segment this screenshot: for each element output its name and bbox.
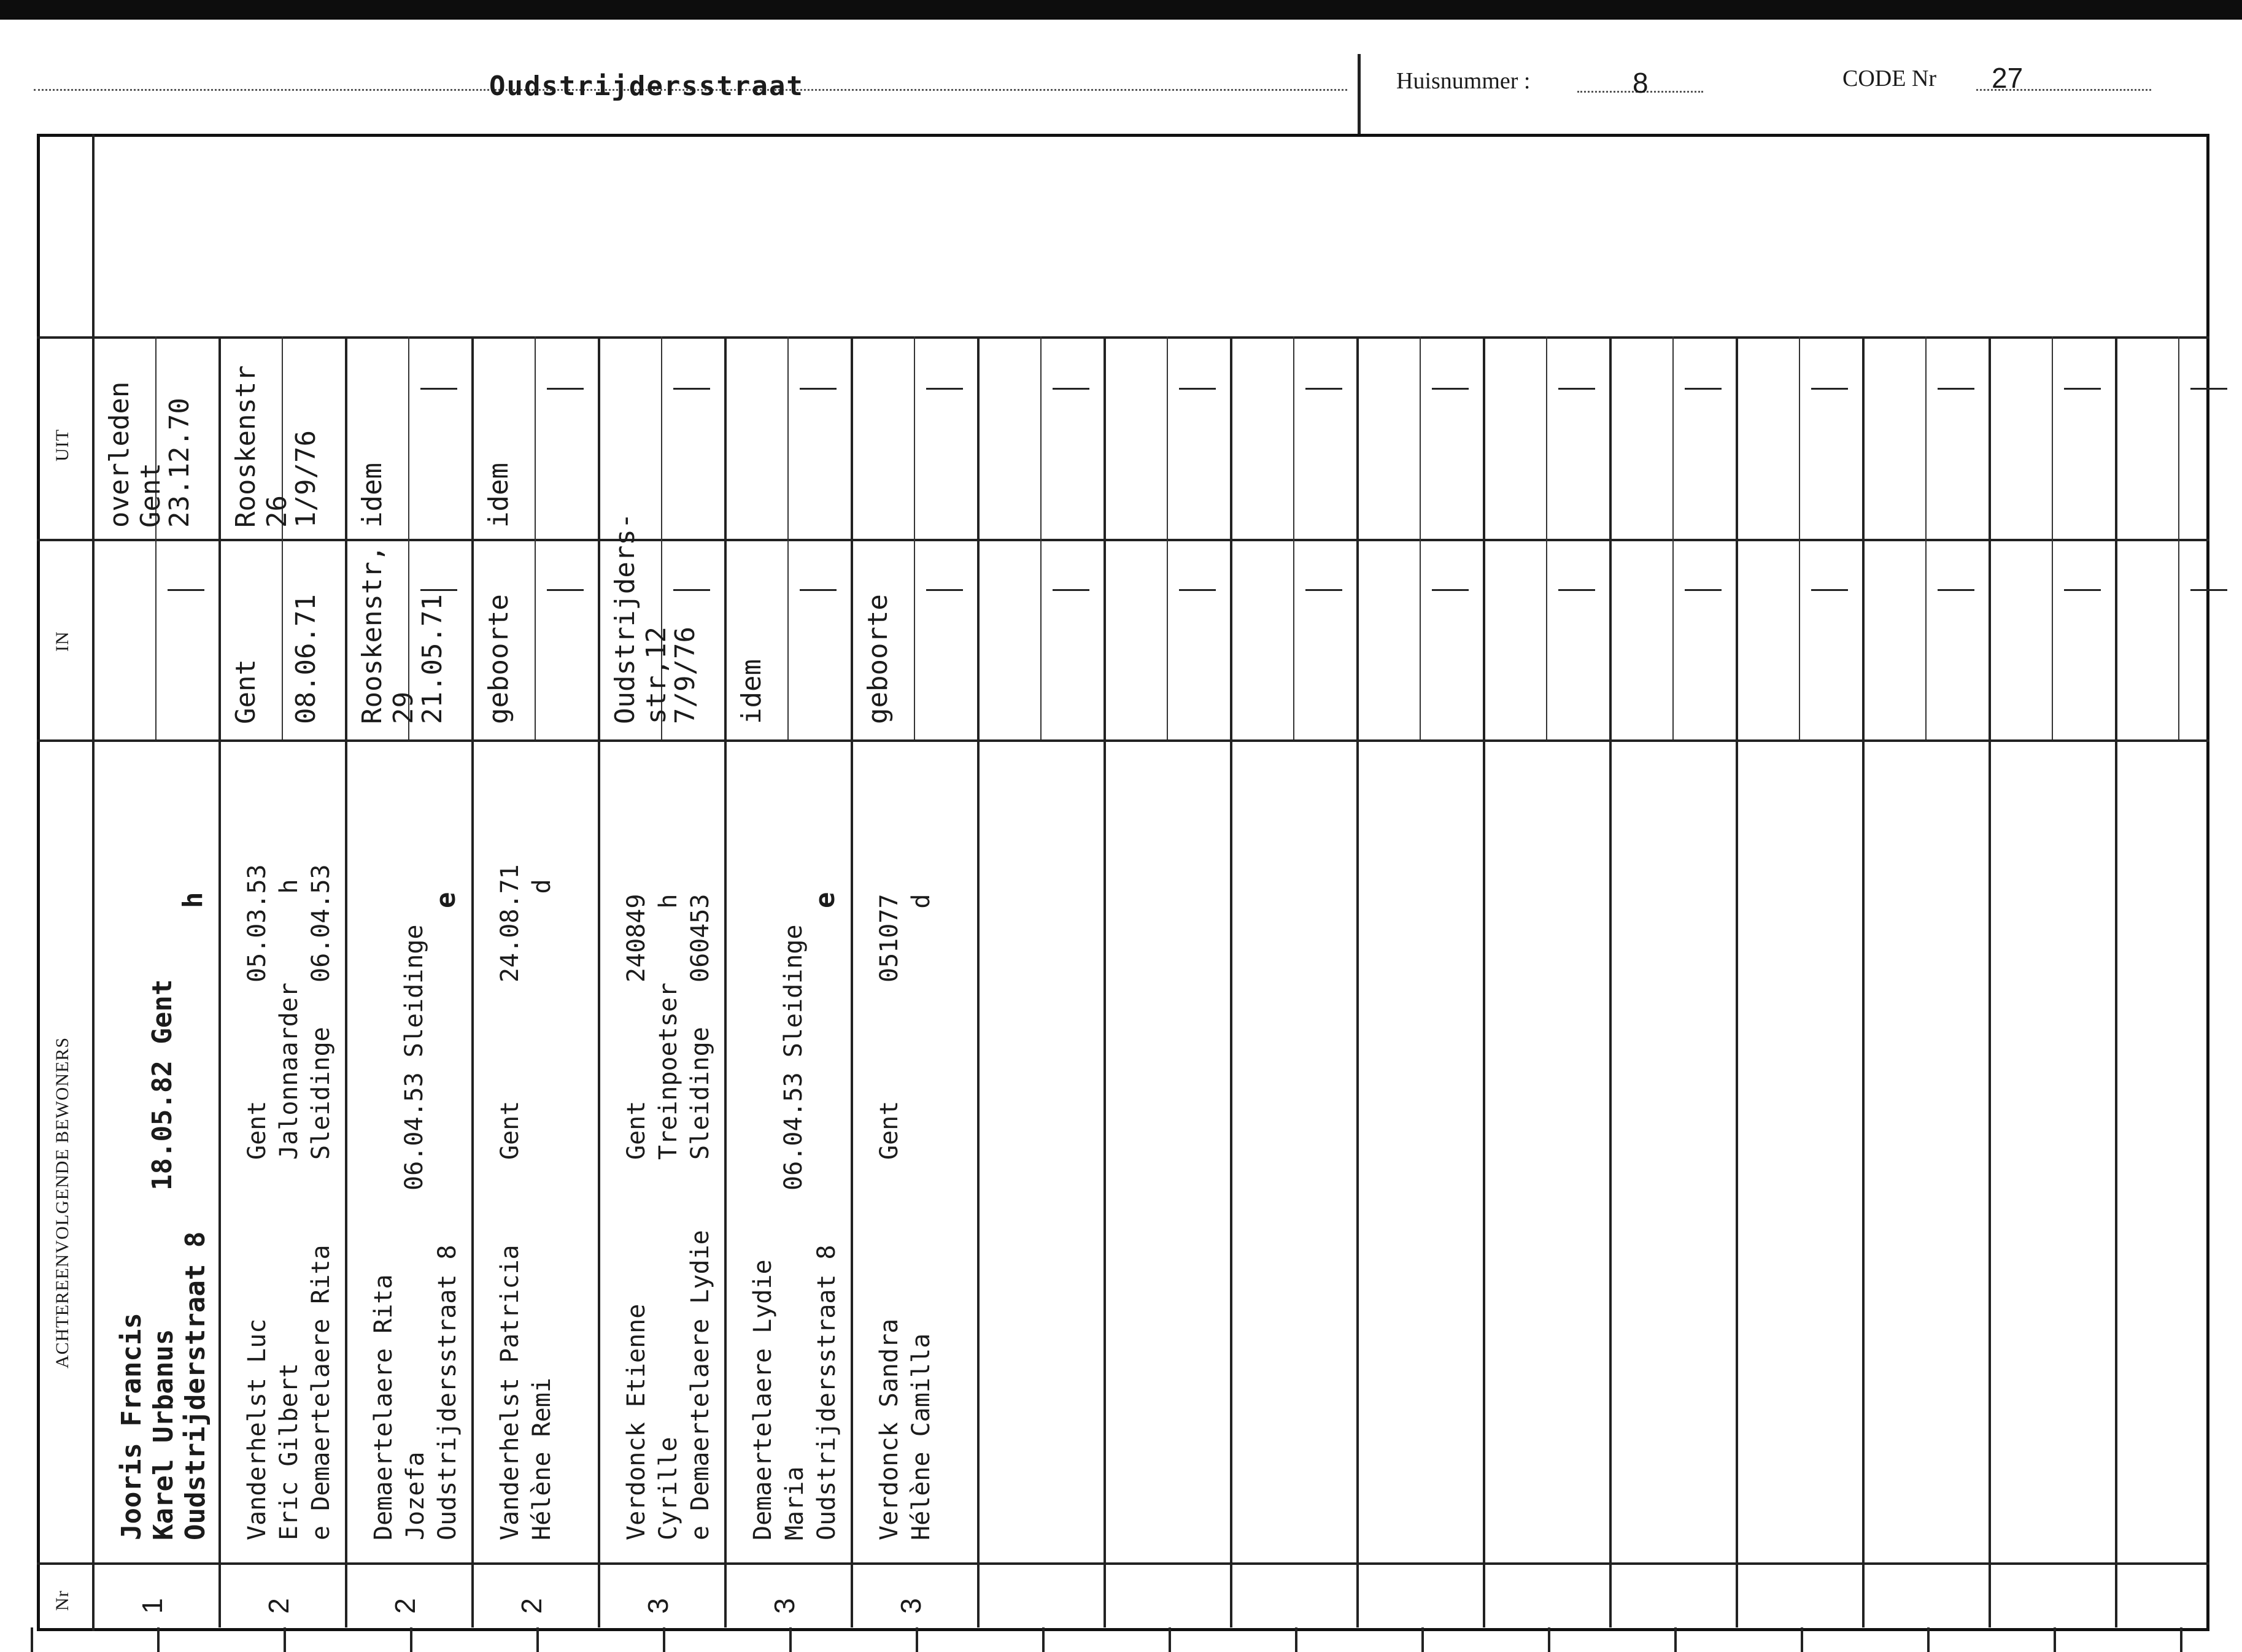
uit-empty-dash xyxy=(1685,388,1722,390)
bottom-tick xyxy=(1674,1627,1677,1652)
register-table xyxy=(37,134,2209,1631)
header-divider xyxy=(1358,54,1361,134)
resident-detail-line: Gent 24.08.71 xyxy=(496,864,524,1160)
bottom-tick xyxy=(1548,1627,1550,1652)
uit-half-divider xyxy=(787,336,789,539)
column-divider xyxy=(1483,336,1485,1627)
uit-half-divider xyxy=(2052,336,2053,539)
in-half-divider xyxy=(2178,539,2179,739)
huisnummer-label: Huisnummer : xyxy=(1396,68,1531,94)
resident-detail-line: d xyxy=(528,879,556,1160)
bottom-tick xyxy=(1295,1627,1297,1652)
resident-name-line: e Demaertelaere Rita xyxy=(307,1245,335,1540)
birth-date-place: 06.04.53 Sleidinge xyxy=(400,924,428,1191)
bottom-tick xyxy=(1927,1627,1930,1652)
bottom-tick xyxy=(410,1627,412,1652)
uit-empty-dash xyxy=(1558,388,1595,390)
in-bewoners-divider xyxy=(37,739,2209,742)
resident-name-line: Vanderhelst Luc xyxy=(243,1318,271,1540)
entry-number: 2 xyxy=(262,1598,295,1614)
in-origin: Oudstrijders- str,12 xyxy=(609,512,672,724)
top-bar xyxy=(0,0,2242,20)
resident-name-line: Maria xyxy=(781,1466,809,1540)
column-divider xyxy=(1230,336,1232,1627)
bottom-tick xyxy=(31,1627,33,1652)
in-empty-dash xyxy=(2064,589,2101,591)
in-half-divider xyxy=(1293,539,1294,739)
in-empty-dash xyxy=(1305,589,1342,591)
in-half-divider xyxy=(1546,539,1547,739)
birth-date-place: 18.05.82 Gent xyxy=(147,979,178,1191)
bewoners-nr-divider xyxy=(37,1562,2209,1565)
resident-name-line: Demaertelaere Lydie xyxy=(749,1259,777,1540)
in-empty-dash xyxy=(1938,589,1974,591)
column-divider xyxy=(471,336,474,1627)
code-value: 27 xyxy=(1992,62,2024,94)
resident-name-line: Oudstrijdersstraat 8 xyxy=(813,1245,841,1540)
uit-in-divider xyxy=(37,539,2209,541)
bottom-tick xyxy=(2054,1627,2056,1652)
resident-name-line: Oudstrijdersstraat 8 xyxy=(433,1245,462,1540)
uit-half-divider xyxy=(1546,336,1547,539)
bottom-tick xyxy=(284,1627,286,1652)
in-empty-dash xyxy=(168,589,204,591)
resident-name-line: Verdonck Sandra xyxy=(875,1318,903,1540)
bottom-tick xyxy=(1169,1627,1171,1652)
in-empty-dash xyxy=(2190,589,2227,591)
in-half-divider xyxy=(2052,539,2053,739)
column-divider xyxy=(1356,336,1359,1627)
uit-empty-dash xyxy=(547,388,584,390)
in-empty-dash xyxy=(1432,589,1469,591)
uit-half-divider xyxy=(661,336,662,539)
in-date: 7/9/76 xyxy=(670,627,701,724)
resident-name-line: Jozefa xyxy=(401,1451,430,1540)
huisnummer-value: 8 xyxy=(1633,67,1649,99)
bottom-tick xyxy=(157,1627,160,1652)
in-empty-dash xyxy=(547,589,584,591)
resident-name-line: Hélène Remi xyxy=(528,1378,556,1540)
column-divider xyxy=(1862,336,1865,1627)
uit-empty-dash xyxy=(1179,388,1216,390)
birth-date-place: 06.04.53 Sleidinge xyxy=(779,924,808,1191)
uit-half-divider xyxy=(1040,336,1042,539)
gender-mark: e xyxy=(810,892,841,908)
entry-number: 3 xyxy=(894,1598,927,1614)
uit-empty-dash xyxy=(800,388,837,390)
street-name: Oudstrijdersstraat xyxy=(489,71,804,102)
resident-name-line: Eric Gilbert xyxy=(275,1363,303,1540)
uit-empty-dash xyxy=(1432,388,1469,390)
resident-name-line: Vanderhelst Patricia xyxy=(496,1245,524,1540)
bottom-tick xyxy=(1042,1627,1045,1652)
resident-detail-line: Sleidinge 060453 xyxy=(686,894,714,1160)
entry-number: 2 xyxy=(515,1598,547,1614)
column-divider xyxy=(2115,336,2117,1627)
column-divider xyxy=(598,336,600,1627)
uit-half-divider xyxy=(1420,336,1421,539)
resident-name-line: Jooris Francis xyxy=(116,1313,147,1540)
in-half-divider xyxy=(535,539,536,739)
resident-detail-line: Treinpoetser h xyxy=(654,894,682,1160)
in-half-divider xyxy=(1672,539,1674,739)
uit-column-label: UIT xyxy=(52,429,72,461)
uit-empty-dash xyxy=(1305,388,1342,390)
in-empty-dash xyxy=(1053,589,1089,591)
resident-name-line: Cyrille xyxy=(654,1437,682,1540)
uit-destination: overleden Gent xyxy=(104,381,166,528)
in-half-divider xyxy=(1925,539,1927,739)
uit-date: 1/9/76 xyxy=(290,430,322,528)
in-empty-dash xyxy=(420,589,457,591)
column-divider xyxy=(851,336,853,1627)
code-label: CODE Nr xyxy=(1842,66,1937,91)
uit-half-divider xyxy=(914,336,915,539)
resident-detail-line: Gent 240849 xyxy=(622,894,651,1160)
resident-name-line: Oudstrijderstraat 8 xyxy=(180,1231,211,1540)
in-origin: geboorte xyxy=(862,594,894,724)
resident-detail-line: Sleidinge 06.04.53 xyxy=(307,864,335,1160)
column-divider xyxy=(724,336,727,1627)
in-origin: idem xyxy=(736,659,767,724)
label-column-divider xyxy=(92,134,95,1631)
uit-empty-dash xyxy=(420,388,457,390)
uit-empty-dash xyxy=(926,388,963,390)
resident-name-line: e Demaertelaere Lydie xyxy=(686,1230,714,1540)
in-date: 21.05.71 xyxy=(417,594,448,724)
uit-empty-dash xyxy=(1938,388,1974,390)
resident-detail-line: Jalonnaarder h xyxy=(275,879,303,1160)
uit-half-divider xyxy=(1167,336,1168,539)
in-origin: Rooskenstr, 29 xyxy=(357,545,419,724)
uit-half-divider xyxy=(1799,336,1800,539)
uit-half-divider xyxy=(408,336,409,539)
in-half-divider xyxy=(155,539,157,739)
bottom-tick xyxy=(916,1627,918,1652)
bottom-tick xyxy=(2180,1627,2182,1652)
column-divider xyxy=(1609,336,1612,1627)
entry-number: 1 xyxy=(136,1598,168,1614)
column-divider xyxy=(218,336,221,1627)
in-empty-dash xyxy=(800,589,837,591)
in-date: 08.06.71 xyxy=(290,594,322,724)
entry-number: 3 xyxy=(641,1598,674,1614)
in-empty-dash xyxy=(926,589,963,591)
bottom-tick xyxy=(536,1627,539,1652)
in-empty-dash xyxy=(1558,589,1595,591)
uit-empty-dash xyxy=(2064,388,2101,390)
uit-empty-dash xyxy=(2190,388,2227,390)
resident-detail-line: d xyxy=(907,894,935,1160)
uit-empty-dash xyxy=(673,388,710,390)
resident-detail-line: Gent 051077 xyxy=(875,894,903,1160)
column-divider xyxy=(977,336,980,1627)
bottom-tick xyxy=(663,1627,665,1652)
resident-name-line: Hélène Camilla xyxy=(907,1333,935,1540)
in-empty-dash xyxy=(1811,589,1848,591)
uit-half-divider xyxy=(1293,336,1294,539)
uit-top-line xyxy=(37,336,2209,339)
gender-mark: h xyxy=(177,892,209,908)
in-origin: Gent xyxy=(230,659,261,724)
bottom-tick xyxy=(1801,1627,1803,1652)
entry-number: 3 xyxy=(768,1598,800,1614)
uit-empty-dash xyxy=(1811,388,1848,390)
in-half-divider xyxy=(1167,539,1168,739)
gender-mark: e xyxy=(430,892,462,908)
in-origin: geboorte xyxy=(483,594,514,724)
column-divider xyxy=(1736,336,1738,1627)
in-half-divider xyxy=(1040,539,1042,739)
in-half-divider xyxy=(282,539,283,739)
uit-destination: Rooskenstr 26 xyxy=(230,365,293,528)
uit-half-divider xyxy=(535,336,536,539)
resident-name-line: Verdonck Etienne xyxy=(622,1303,651,1540)
column-divider xyxy=(345,336,347,1627)
in-half-divider xyxy=(787,539,789,739)
in-half-divider xyxy=(1799,539,1800,739)
resident-detail-line: Gent 05.03.53 xyxy=(243,864,271,1160)
uit-destination: idem xyxy=(357,463,388,528)
in-half-divider xyxy=(914,539,915,739)
column-divider xyxy=(1989,336,1991,1627)
column-divider xyxy=(1104,336,1106,1627)
bottom-tick xyxy=(1421,1627,1424,1652)
in-empty-dash xyxy=(673,589,710,591)
uit-destination: idem xyxy=(483,463,514,528)
uit-date: 23.12.70 xyxy=(164,398,195,528)
in-empty-dash xyxy=(1179,589,1216,591)
in-half-divider xyxy=(1420,539,1421,739)
uit-half-divider xyxy=(2178,336,2179,539)
resident-name-line: Demaertelaere Rita xyxy=(369,1274,398,1540)
uit-half-divider xyxy=(1672,336,1674,539)
bewoners-column-label: ACHTEREENVOLGENDE BEWONERS xyxy=(52,1036,72,1368)
nr-column-label: Nr xyxy=(52,1590,72,1611)
in-empty-dash xyxy=(1685,589,1722,591)
uit-half-divider xyxy=(1925,336,1927,539)
uit-empty-dash xyxy=(1053,388,1089,390)
bottom-tick xyxy=(789,1627,792,1652)
resident-name-line: Karel Urbanus xyxy=(148,1329,179,1540)
entry-number: 2 xyxy=(388,1598,421,1614)
in-column-label: IN xyxy=(52,631,72,652)
